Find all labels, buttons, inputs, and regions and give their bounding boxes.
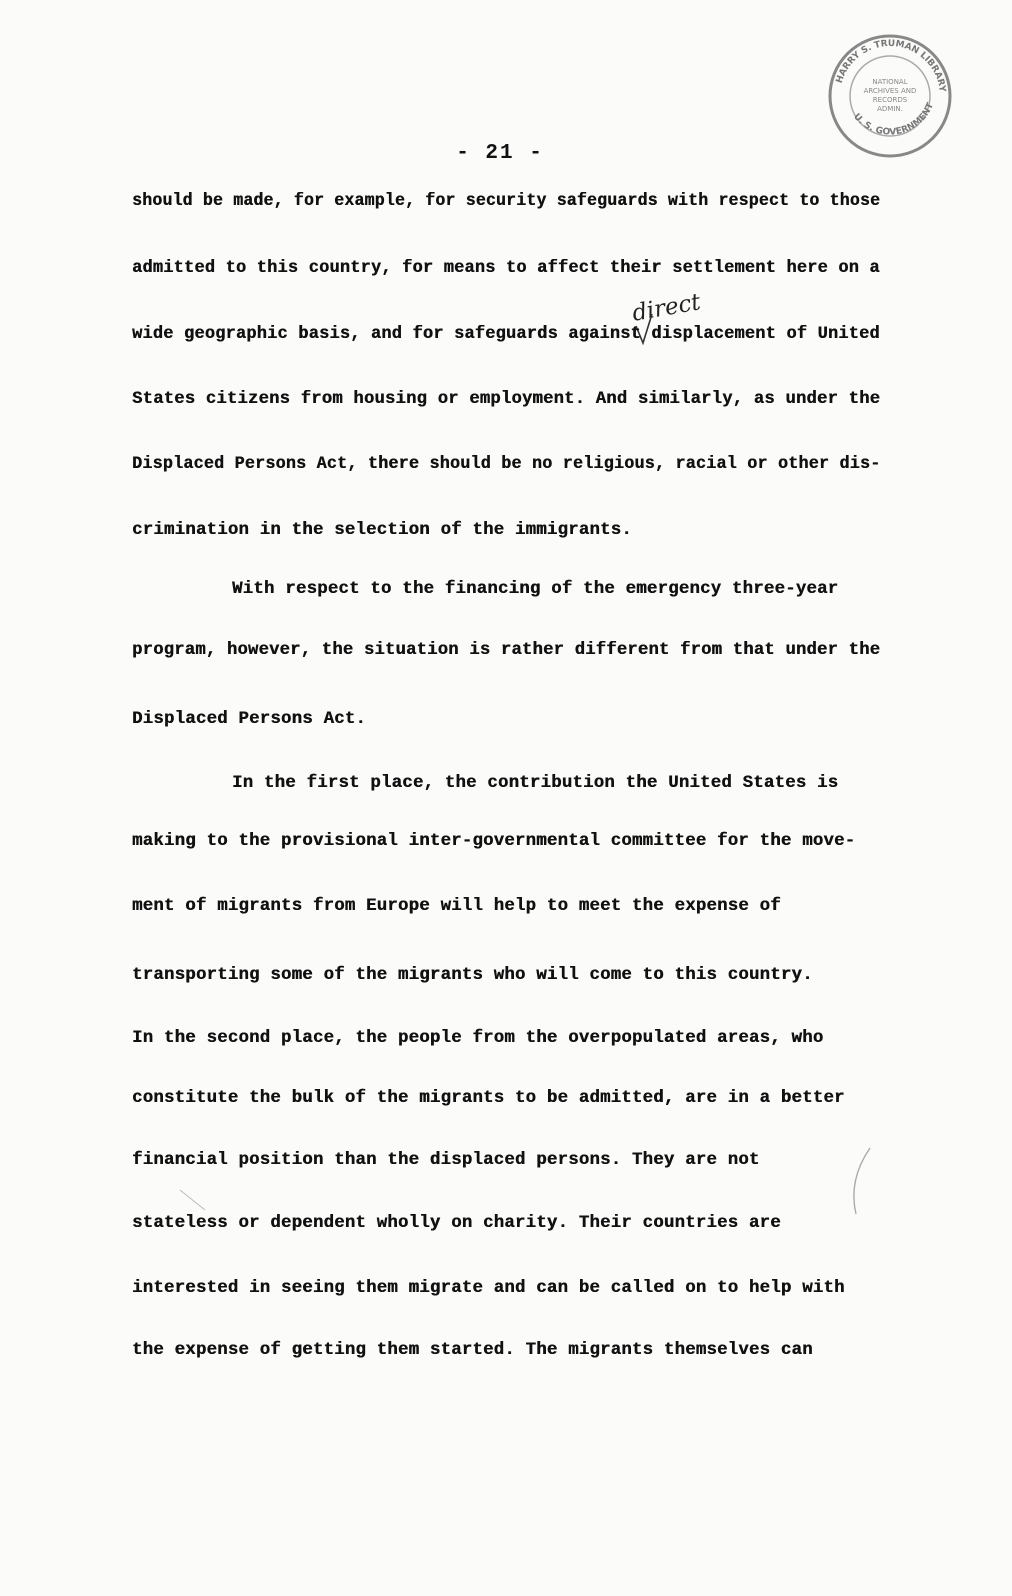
text-line: constitute the bulk of the migrants to be admitted, are in a better	[132, 1089, 845, 1108]
text-line: admitted to this country, for means to affect their settlement here on a	[132, 259, 880, 278]
text-line: transporting some of the migrants who will come to this country.	[132, 966, 813, 985]
text-line: ment of migrants from Europe will help to meet the expense of	[132, 897, 781, 916]
text-line: financial position than the displaced persons. They are not	[132, 1151, 760, 1170]
text-line: In the second place, the people from the overpopulated areas, who	[132, 1029, 824, 1048]
text-line: should be made, for example, for security safeguards with respect to those	[132, 192, 881, 211]
text-line: crimination in the selection of the immigrants.	[132, 521, 632, 540]
svg-text:U. S. GOVERNMENT: U. S. GOVERNMENT	[851, 101, 937, 138]
svg-text:ADMIN.: ADMIN.	[877, 105, 903, 113]
text-line: interested in seeing them migrate and can be called on to help with	[132, 1279, 845, 1298]
text-line: stateless or dependent wholly on charity. Their countries are	[132, 1214, 781, 1233]
text-line: making to the provisional inter-governmental committee for the move-	[132, 832, 856, 851]
svg-text:NATIONAL: NATIONAL	[872, 78, 908, 86]
svg-text:ARCHIVES AND: ARCHIVES AND	[863, 87, 917, 95]
archive-stamp	[826, 32, 954, 160]
page-number: - 21 -	[456, 142, 544, 165]
text-line: Displaced Persons Act, there should be no religious, racial or other dis-	[132, 455, 881, 474]
text-line: Displaced Persons Act.	[132, 710, 366, 729]
text-line: program, however, the situation is rather different from that under the	[132, 641, 881, 660]
text-line: With respect to the financing of the emergency three-year	[232, 580, 839, 599]
handwritten-insert: direct	[630, 289, 703, 327]
text-line: the expense of getting them started. The migrants themselves can	[132, 1341, 813, 1360]
text-line: wide geographic basis, and for safeguards against displacement of United	[132, 325, 880, 344]
text-line: States citizens from housing or employment. And similarly, as under the	[132, 390, 881, 409]
svg-text:HARRY S. TRUMAN LIBRARY: HARRY S. TRUMAN LIBRARY	[834, 38, 947, 93]
svg-text:RECORDS: RECORDS	[872, 96, 908, 104]
text-line: In the first place, the contribution the United States is	[232, 774, 839, 793]
